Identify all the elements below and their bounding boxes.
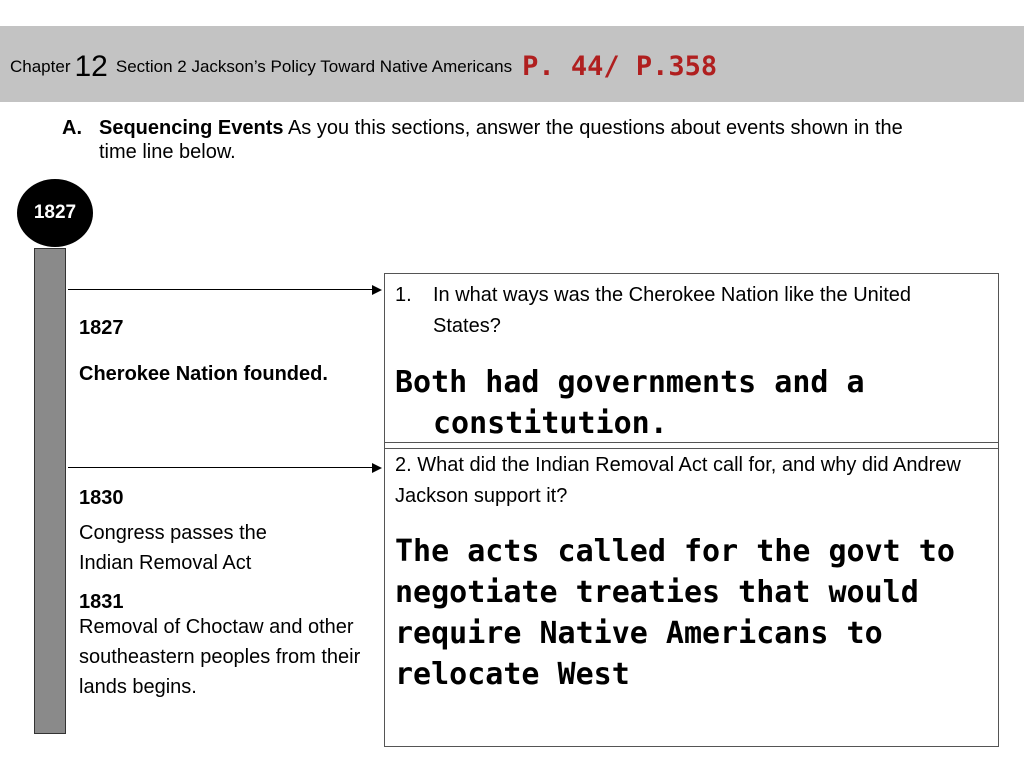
arrow-line-2 <box>68 467 373 468</box>
answer-1-line-2: constitution. <box>433 406 668 441</box>
instruction-heading: Sequencing Events <box>99 117 284 139</box>
page-reference: P. 44/ P.358 <box>522 51 718 82</box>
chapter-number: 12 <box>74 50 108 83</box>
arrow-head-2 <box>372 463 382 473</box>
arrow-line-1 <box>68 289 373 290</box>
event-desc-1827: Cherokee Nation founded. <box>79 363 328 385</box>
start-year-circle: 1827 <box>17 179 93 247</box>
chapter-label: Chapter <box>10 57 71 76</box>
instructions <box>62 116 922 164</box>
timeline-bar <box>34 248 66 734</box>
instruction-marker: A. <box>62 117 82 139</box>
section-title: Section 2 Jackson’s Policy Toward Native Americans <box>115 57 513 76</box>
answer-2-text: The acts called for the govt to negotiate treaties that would require Native Americans to relocate West <box>395 534 955 692</box>
event-desc-1831: Removal of Choctaw and other southeastern peoples from their lands begins. <box>79 616 361 698</box>
question-1-text: In what ways was the Cherokee Nation like the United States? <box>433 284 912 337</box>
event-desc-1830: Congress passes the Indian Removal Act <box>79 522 267 574</box>
event-year-1830: 1830 <box>79 487 124 509</box>
answer-1-line-1: Both had governments and a <box>395 365 865 400</box>
arrow-head-1 <box>372 285 382 295</box>
divider-line-bottom <box>384 448 999 449</box>
page-title <box>10 52 717 82</box>
question-1-number: 1. <box>395 284 412 306</box>
event-year-1827: 1827 <box>79 317 124 339</box>
instruction-text: As you this sections, answer the questions about events shown in the time line below. <box>99 117 903 163</box>
event-year-1831: 1831 <box>79 591 124 613</box>
question-2-text: 2. What did the Indian Removal Act call for, and why did Andrew Jackson support it? <box>395 454 961 507</box>
